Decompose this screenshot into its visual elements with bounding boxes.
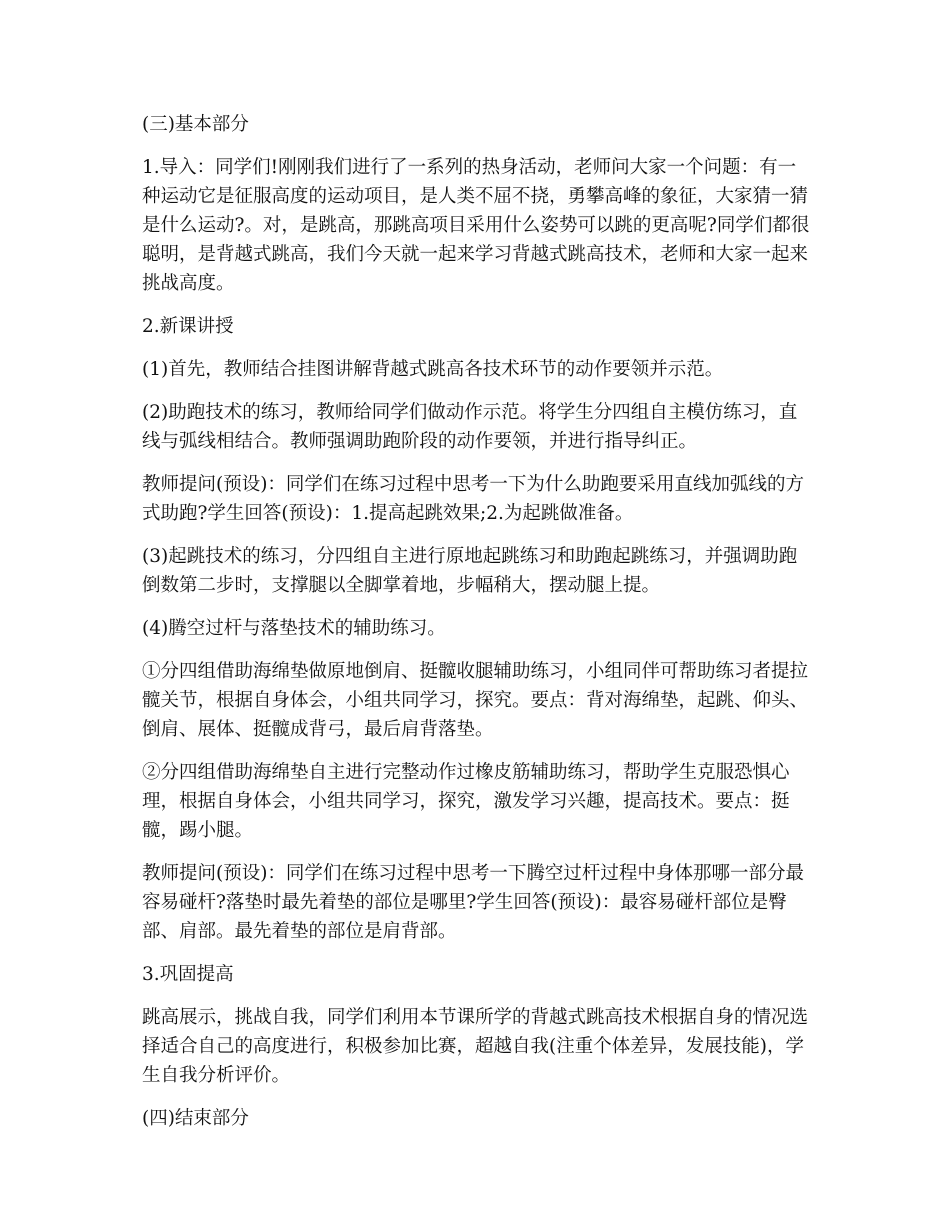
paragraph-consolidation: 跳高展示，挑战自我，同学们利用本节课所学的背越式跳高技术根据自身的情况选择适合自己的高度进行，积极参加比赛，超越自我(注重个体差异，发展技能)，学生自我分析评价。 [142, 1007, 809, 1086]
subheading-new-lesson: 2.新课讲授 [142, 316, 234, 337]
paragraph-drill-1: ①分四组借助海绵垫做原地倒肩、挺髋收腿辅助练习，小组同伴可帮助练习者提拉髋关节，根据自身体会，小组共同学习，探究。要点：背对海绵垫，起跳、仰头、倒肩、展体、挺髋成背弓，最后肩背落垫。 [142, 661, 809, 740]
subheading-consolidation: 3.巩固提高 [142, 964, 234, 985]
paragraph-teacher-question-1: 教师提问(预设)：同学们在练习过程中思考一下为什么助跑要采用直线加弧线的方式助跑?学生回答(预设)：1.提高起跳效果;2.为起跳做准备。 [142, 474, 804, 524]
paragraph-introduction: 1.导入：同学们!刚刚我们进行了一系列的热身活动，老师问大家一个问题：有一种运动它是征服高度的运动项目，是人类不屈不挠，勇攀高峰的象征，大家猜一猜是什么运动?。对，是跳高，那跳高项目采用什么姿势可以跳的更高呢?同学们都很聪明，是背越式跳高，我们今天就一起来学习背越式跳高技术，老师和大家一起来挑战高度。 [142, 157, 810, 294]
section-heading-basic: (三)基本部分 [142, 114, 249, 135]
paragraph-teacher-question-2: 教师提问(预设)：同学们在练习过程中思考一下腾空过杆过程中身体那哪一部分最容易碰杆?落垫时最先着垫的部位是哪里?学生回答(预设)：最容易碰杆部位是臀部、肩部。最先着垫的部位是肩背部。 [142, 863, 804, 942]
paragraph-step-2: (2)助跑技术的练习，教师给同学们做动作示范。将学生分四组自主模仿练习，直线与弧线相结合。教师强调助跑阶段的动作要领，并进行指导纠正。 [142, 402, 798, 452]
paragraph-step-1: (1)首先，教师结合挂图讲解背越式跳高各技术环节的动作要领并示范。 [142, 359, 724, 380]
section-heading-ending: (四)结束部分 [142, 1108, 249, 1129]
paragraph-drill-2: ②分四组借助海绵垫自主进行完整动作过橡皮筋辅助练习，帮助学生克服恐惧心理，根据自身体会，小组共同学习，探究，激发学习兴趣，提高技术。要点：挺髋，踢小腿。 [142, 762, 790, 841]
paragraph-step-3: (3)起跳技术的练习，分四组自主进行原地起跳练习和助跑起跳练习，并强调助跑倒数第二步时，支撑腿以全脚掌着地，步幅稍大，摆动腿上提。 [142, 546, 798, 596]
paragraph-step-4: (4)腾空过杆与落垫技术的辅助练习。 [142, 618, 446, 639]
